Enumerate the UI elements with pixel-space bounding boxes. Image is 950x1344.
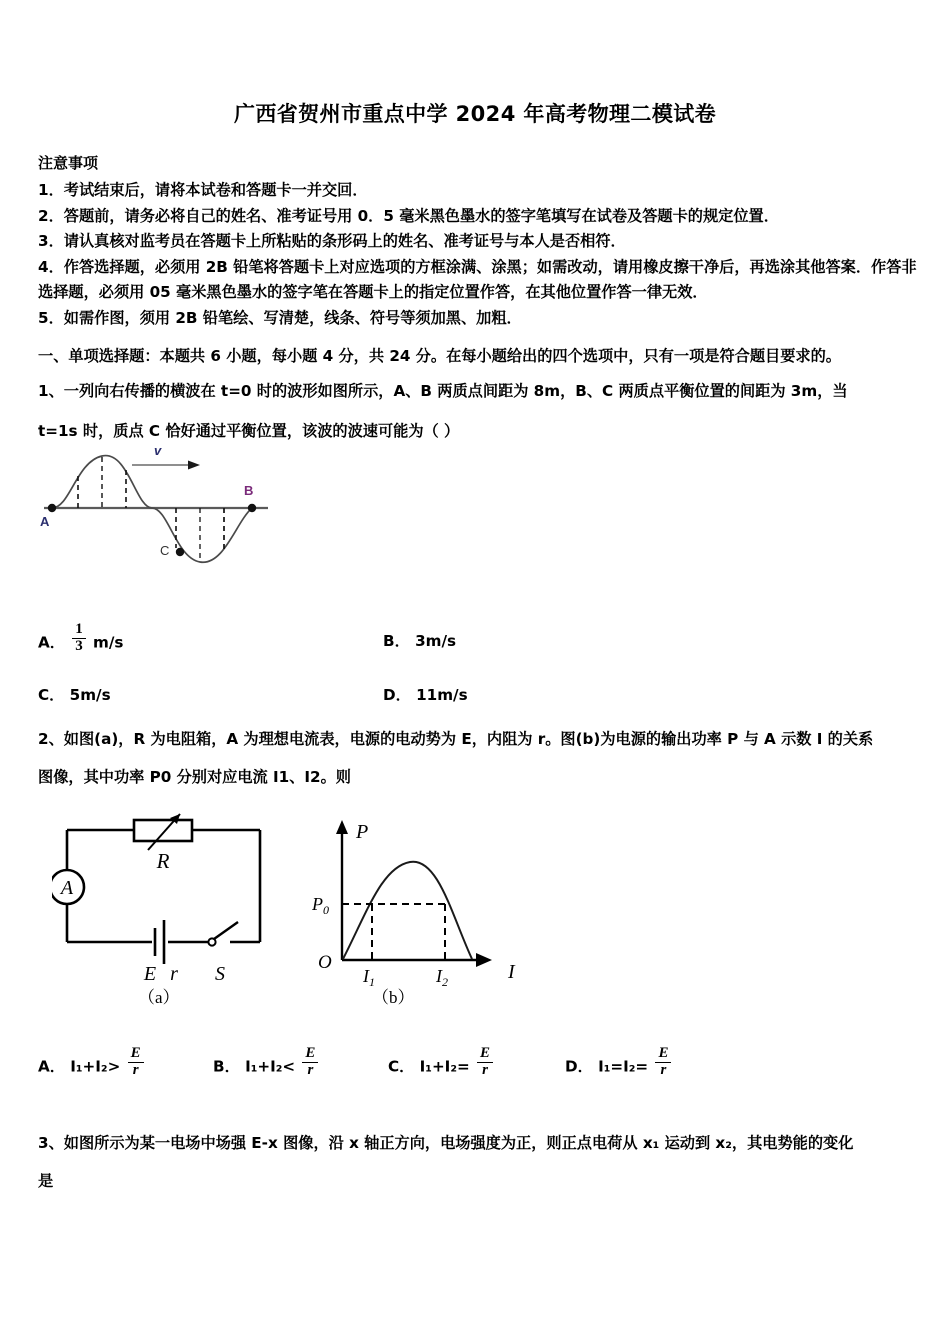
option-2-C-fraction <box>477 1046 493 1078</box>
option-2-A-numerator: E <box>128 1046 144 1063</box>
option-1-A-fraction <box>72 622 86 654</box>
option-1-C[interactable] <box>38 684 111 705</box>
svg-text:I2: $I_2$ <box>436 966 448 987</box>
option-2-C[interactable] <box>388 1046 495 1078</box>
question-3-stem <box>38 1126 922 1198</box>
question-3-number: 3、 <box>38 1134 64 1152</box>
option-1-A-numerator: 1 <box>72 622 86 639</box>
option-1-B-key: B． <box>383 632 410 650</box>
svg-text:P: P <box>356 821 369 843</box>
question-3-stem-line2: 是 <box>38 1172 54 1190</box>
option-2-C-key: C． <box>388 1057 415 1076</box>
option-1-B[interactable] <box>383 630 456 651</box>
svg-text:A: A <box>60 877 74 899</box>
option-2-D-lhs: I₁=I₂= <box>598 1057 649 1076</box>
option-2-A-key: A． <box>38 1057 65 1076</box>
question-1-stem-line1: 一列向右传播的横波在 t=0 时的波形如图所示，A、B 两质点间距为 8m，B、C 两质点平衡位置的间距为 3m，当 <box>63 382 848 400</box>
question-1-figure <box>40 440 280 580</box>
option-2-C-lhs: I₁+I₂= <box>419 1057 470 1076</box>
option-2-B[interactable] <box>213 1046 320 1078</box>
option-2-A-denominator: r <box>132 1061 139 1078</box>
svg-text:E: E <box>143 963 157 985</box>
question-2-graph-figure <box>312 812 542 992</box>
svg-text:R: R <box>156 849 170 873</box>
notice-item: 4．作答选择题，必须用 2B 铅笔将答题卡上对应选项的方框涂满、涂黑；如需改动，请用橡皮擦干净后，再选涂其他答案．作答非选择题，必须用 05 毫米黑色墨水的签字笔在答题卡上的指定位置作答，在其他位置作答一律无效． <box>38 257 917 301</box>
svg-text:S: S <box>215 963 225 985</box>
notice-item: 2．答题前，请务必将自己的姓名、准考证号用 0．5 毫米黑色墨水的签字笔填写在试卷及答题卡的规定位置． <box>38 206 779 225</box>
question-2-stem-line1: 如图(a)，R 为电阻箱，A 为理想电流表，电源的电动势为 E，内阻为 r。图(b)为电源的输出功率 P 与 A 示数 I 的关系 <box>63 730 874 748</box>
option-2-B-denominator: r <box>307 1061 314 1078</box>
question-2-number: 2、 <box>38 730 64 748</box>
option-1-A-unit: m/s <box>93 633 124 652</box>
option-2-A-lhs: I₁+I₂> <box>70 1057 121 1076</box>
option-2-D-denominator: r <box>660 1061 667 1078</box>
option-1-B-text: 3m/s <box>415 632 457 650</box>
option-2-D[interactable] <box>565 1046 673 1078</box>
question-3-stem-line1: 如图所示为某一电场中场强 E-x 图像，沿 x 轴正方向，电场强度为正，则正点电荷从 x₁ 运动到 x₂，其电势能的变化 <box>63 1134 854 1152</box>
option-1-D-key: D． <box>383 686 411 704</box>
svg-text:I1: $I_1$ <box>363 966 375 987</box>
wave-point-label-a: A <box>40 514 50 529</box>
figure-a-caption: （a） <box>138 988 180 1007</box>
svg-text:O: O <box>318 952 332 973</box>
option-1-D-text: 11m/s <box>416 686 468 704</box>
notice-item: 1．考试结束后，请将本试卷和答题卡一并交回． <box>38 181 368 199</box>
page-title: 广西省贺州市重点中学 2024 年高考物理二模试卷 <box>233 102 717 126</box>
option-1-A[interactable] <box>38 622 123 654</box>
option-2-A-fraction <box>128 1046 144 1078</box>
svg-text:I: I <box>508 961 515 983</box>
svg-text:P0: $P_0$ <box>312 894 329 917</box>
option-2-B-key: B． <box>213 1057 240 1076</box>
option-2-D-numerator: E <box>655 1046 671 1063</box>
notice-item: 5．如需作图，须用 2B 铅笔绘、写清楚，线条、符号等须加黑、加粗． <box>38 308 522 327</box>
option-1-A-key: A． <box>38 633 65 652</box>
question-1-stem-line2: t=1s 时，质点 C 恰好通过平衡位置，该波的波速可能为（ ） <box>38 422 460 440</box>
figure-b-caption: （b） <box>372 988 415 1007</box>
question-1-stem <box>38 374 922 448</box>
option-1-C-text: 5m/s <box>69 686 111 704</box>
wave-point-label-c: C <box>160 543 170 558</box>
option-2-C-numerator: E <box>477 1046 493 1063</box>
option-2-A[interactable] <box>38 1046 146 1078</box>
wave-point-label-b: B <box>244 483 254 498</box>
wave-velocity-label: v <box>154 443 162 458</box>
option-2-B-fraction <box>302 1046 318 1078</box>
option-1-A-denominator: 3 <box>75 637 83 654</box>
option-2-D-key: D． <box>565 1057 593 1076</box>
notice-list <box>38 178 918 331</box>
question-2-stem <box>38 722 922 794</box>
option-2-C-denominator: r <box>482 1061 488 1078</box>
section-heading: 一、单项选择题：本题共 6 小题，每小题 4 分，共 24 分。在每小题给出的四个选项中，只有一项是符合题目要求的。 <box>38 347 841 365</box>
notice-heading: 注意事项 <box>38 154 99 172</box>
option-1-D[interactable] <box>383 684 468 705</box>
option-2-B-numerator: E <box>302 1046 318 1063</box>
option-1-C-key: C． <box>38 686 65 704</box>
question-1-number: 1、 <box>38 382 64 400</box>
option-2-D-fraction <box>655 1046 671 1078</box>
question-2-stem-line2: 图像，其中功率 P0 分别对应电流 I1、I2。则 <box>38 768 351 786</box>
notice-item: 3．请认真核对监考员在答题卡上所粘贴的条形码上的姓名、准考证号与本人是否相符． <box>38 232 626 250</box>
option-2-B-lhs: I₁+I₂< <box>245 1057 296 1076</box>
svg-text:r: r <box>170 963 178 985</box>
question-2-circuit-figure <box>52 812 302 992</box>
